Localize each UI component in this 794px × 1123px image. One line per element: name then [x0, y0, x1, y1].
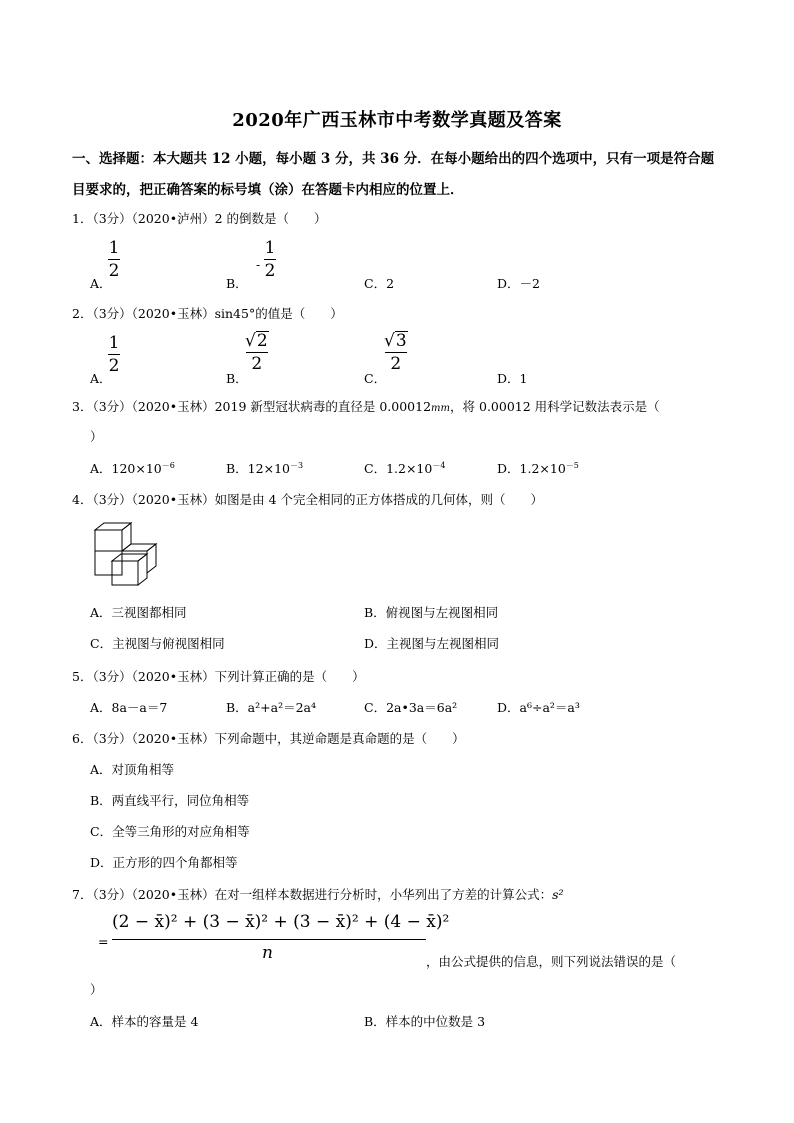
question-1-stem: 1．（3分）（2020•泸州）2 的倒数是（ ）: [72, 211, 327, 226]
question-6-stem: 6．（3分）（2020•玉林）下列命题中，其逆命题是真命题的是（ ）: [72, 731, 465, 746]
q2-option-b-label: B．: [226, 371, 248, 386]
q6-option-c: C．全等三角形的对应角相等: [90, 824, 250, 839]
q4-option-d: D．主视图与左视图相同: [364, 636, 500, 651]
fraction-bar: [385, 352, 407, 353]
q4-option-a: A．三视图都相同: [90, 605, 187, 620]
q7-option-b: B．样本的中位数是 3: [364, 1014, 486, 1029]
q2-option-a-fraction: [108, 333, 120, 376]
q5-option-b: B．a²+a²＝2a⁴: [226, 700, 317, 715]
section-heading-line1: 一、选择题：本大题共 12 小题，每小题 3 分，共 36 分．在每小题给出的四个选项中，只有一项是符合题: [72, 151, 715, 167]
fraction-denominator: 2: [264, 261, 276, 282]
q5-option-c: C．2a•3a＝6a²: [364, 700, 458, 715]
q7-stem-tail-line2: ）: [90, 982, 103, 997]
q3-stem-tail: ，将 0.00012 用科学记数法表示是（: [450, 399, 660, 414]
fraction-numerator: 1: [108, 238, 120, 258]
q6-option-d: D．正方形的四个角都相等: [90, 855, 238, 870]
q1-option-a-label: A．: [90, 276, 112, 291]
section-heading-line2: 目要求的，把正确答案的标号填（涂）在答题卡内相应的位置上．: [72, 182, 464, 198]
question-5-stem: 5．（3分）（2020•玉林）下列计算正确的是（ ）: [72, 669, 365, 684]
q2-option-c-label: C．: [364, 371, 387, 386]
q3-option-c: C．$1.2\times 10^{-4}$: [364, 460, 446, 476]
q3-option-a: A．$120\times 10^{-6}$: [90, 460, 175, 476]
q6-option-a: A．对顶角相等: [90, 762, 175, 777]
fraction-bar: [108, 259, 120, 260]
question-3-stem: [72, 397, 660, 415]
q3-option-b: B．$12\times 10^{-3}$: [226, 460, 304, 476]
page-title: 2020年广西玉林市中考数学真题及答案: [232, 110, 562, 131]
q6-option-b: B．两直线平行，同位角相等: [90, 793, 250, 808]
fraction-numerator: 1: [108, 333, 120, 353]
fraction-denominator: 2: [108, 261, 120, 282]
q7-formula-bar: [112, 939, 426, 940]
q7-option-a: A．样本的容量是 4: [90, 1014, 199, 1029]
q3-unit: mm: [431, 403, 451, 414]
fraction-denominator: 2: [251, 354, 263, 375]
q7-variance-symbol: s²: [552, 887, 564, 902]
q4-option-c: C．主视图与俯视图相同: [90, 636, 225, 651]
fraction-bar: [246, 352, 268, 353]
fraction-denominator: 2: [390, 354, 402, 375]
question-7-stem: [72, 885, 564, 903]
q7-stem-tail: ，由公式提供的信息，则下列说法错误的是（: [426, 954, 677, 969]
q2-option-a-label: A．: [90, 371, 112, 386]
q1-option-b-sign: -: [256, 257, 261, 272]
q7-equals: =: [98, 934, 109, 949]
q7-stem-text: 7．（3分）（2020•玉林）在对一组样本数据进行分析时，小华列出了方差的计算公式：: [72, 887, 553, 902]
q5-option-d: D．a⁶÷a²＝a³: [497, 700, 580, 715]
q2-option-d: D．1: [497, 371, 528, 386]
q1-option-b-fraction: [264, 238, 276, 281]
q2-option-b-fraction: [245, 331, 269, 374]
fraction-bar: [264, 259, 276, 260]
q2-option-c-fraction: [384, 331, 408, 374]
q5-option-a: A．8a－a＝7: [90, 700, 168, 715]
fraction-bar: [108, 354, 120, 355]
question-4-stem: 4．（3分）（2020•玉林）如图是由 4 个完全相同的正方体搭成的几何体，则（ ）: [72, 492, 543, 507]
q1-option-c: C．2: [364, 276, 395, 291]
q7-formula-numerator: (2 − x̄)² + (3 − x̄)² + (3 − x̄)² + (4 − x̄)²: [112, 912, 450, 932]
fraction-denominator: 2: [108, 356, 120, 377]
sqrt-numerator: √ 3: [384, 331, 407, 351]
cube-figure: [92, 520, 162, 588]
question-2-stem: 2．（3分）（2020•玉林）sin45°的值是（ ）: [72, 306, 343, 321]
q1-option-d: D．－2: [497, 276, 540, 291]
q1-option-a-fraction: [108, 238, 120, 281]
q1-option-b-label: B．: [226, 276, 248, 291]
q3-option-d: D．$1.2\times 10^{-5}$: [497, 460, 579, 476]
sqrt-numerator: √ 2: [245, 331, 268, 351]
q7-formula-denominator: n: [262, 943, 273, 963]
question-3-stem-line2: ）: [90, 429, 103, 444]
q3-stem-text: 3．（3分）（2020•玉林）2019 新型冠状病毒的直径是 0.00012: [72, 399, 432, 414]
q4-option-b: B．俯视图与左视图相同: [364, 605, 499, 620]
fraction-numerator: 1: [264, 238, 276, 258]
